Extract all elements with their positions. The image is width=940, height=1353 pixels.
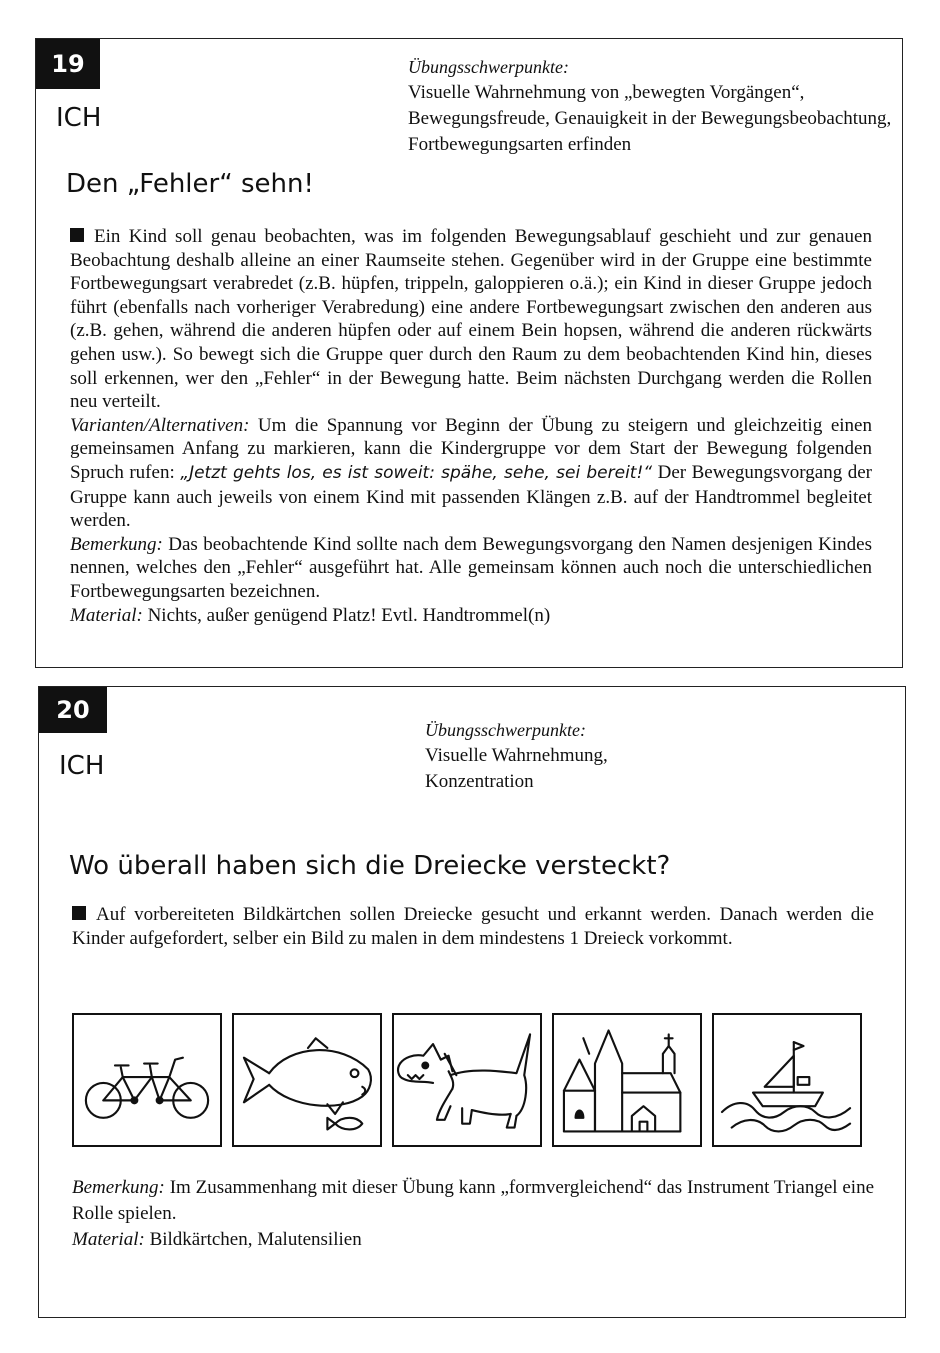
sailboat-icon (714, 1015, 860, 1145)
fish-picture (232, 1013, 382, 1147)
exercise-card-19 (35, 38, 903, 668)
church-icon (554, 1015, 700, 1145)
exercise-title: Den „Fehler“ sehn! (66, 169, 314, 199)
exercise-body (70, 225, 872, 627)
remark-label: Bemerkung: (70, 533, 163, 555)
exercise-title: Wo überall haben sich die Dreiecke versteckt? (69, 851, 671, 881)
focus-label: Übungsschwerpunkte: (425, 720, 586, 740)
variants-text: Um die Spannung vor Beginn der Übung zu steigern und gleichzeitig einen gemeinsamen Anfang zu markieren, kann die Kindergruppe vor dem Start der Bewegung folgenden Spruch rufen: (70, 414, 872, 483)
material-text: Bildkärtchen, Malutensilien (144, 1229, 362, 1250)
fish-icon (234, 1015, 380, 1145)
material-label: Material: (70, 604, 143, 626)
material-text: Nichts, außer genügend Platz! Evtl. Handtrommel(n) (142, 604, 551, 626)
tandem-bicycle-picture (72, 1013, 222, 1147)
remark-label: Bemerkung: (72, 1177, 165, 1198)
tandem-bicycle-icon (74, 1015, 220, 1145)
bullet-square-icon (70, 228, 84, 242)
category-label: ICH (56, 103, 102, 133)
focus-line: Konzentration (425, 771, 534, 792)
dog-icon (394, 1015, 540, 1145)
variants-label: Varianten/Alternativen: (70, 414, 250, 436)
focus-label: Übungsschwerpunkte: (408, 57, 569, 77)
description-text: Auf vorbereiteten Bildkärtchen sollen Dreiecke gesucht und erkannt werden. Danach werden die Kinder aufgefordert, selber ein Bild zu malen in dem mindestens 1 Dreieck vorkommt. (72, 904, 874, 949)
description-text: Ein Kind soll genau beobachten, was im folgenden Bewegungsablauf geschieht und zur genauen Beobachtung deshalb alleine an einer Raumseite stehen. Gegenüber wird in der Gruppe eine bestimmte Fortbewegungsart verabredet (z.B. hüpfen, trippeln, galoppieren o.ä.); ein Kind in dieser Gruppe jedoch führt (ebenfalls nach vorheriger Verabredung) eine andere Fortbewegungsart zwischen den anderen aus (z.B. gehen, während die anderen hüpfen oder auf einem Bein hopsen, während die anderen rückwärts gehen usw.). So bewegt sich die Gruppe quer durch den Raum zu dem beobachtenden Kind hin, dieses soll erkennen, wer den „Fehler“ in der Bewegung hatte. Beim nächsten Durchgang werden die Rollen neu verteilt. (70, 226, 872, 413)
focus-text: Visuelle Wahrnehmung von „bewegten Vorgängen“, Bewegungsfreude, Genauigkeit in der Bewegungsbeobachtung, Fortbewegungsarten erfinden (408, 82, 892, 155)
bullet-square-icon (72, 906, 86, 920)
focus-block (425, 717, 895, 795)
exercise-card-20 (38, 686, 906, 1318)
church-picture (552, 1013, 702, 1147)
category-label: ICH (59, 751, 105, 781)
remark-text: Im Zusammenhang mit dieser Übung kann „formvergleichend“ das Instrument Triangel eine Rolle spielen. (72, 1177, 874, 1224)
exercise-number: 20 (39, 687, 107, 733)
sailboat-picture (712, 1013, 862, 1147)
material-label: Material: (72, 1229, 145, 1250)
dog-picture (392, 1013, 542, 1147)
variants-text-2: Der Bewegungsvorgang der Gruppe kann auch jeweils von einem Kind mit passenden Klängen z.B. auf der Handtrommel begleitet werden. (70, 461, 872, 532)
exercise-number: 19 (36, 39, 100, 89)
picture-cards (72, 1013, 892, 1149)
variants-quote: „Jetzt gehts los, es ist soweit: spähe, sehe, sei bereit!“ (180, 462, 653, 483)
exercise-body (72, 903, 874, 950)
focus-block (408, 54, 898, 158)
focus-line: Visuelle Wahrnehmung, (425, 745, 608, 766)
exercise-notes (72, 1175, 874, 1253)
remark-text: Das beobachtende Kind sollte nach dem Bewegungsvorgang den Namen desjenigen Kindes nennen, welches den „Fehler“ ausgeführt hat. Alle gemeinsam können auch noch die unterschiedlichen Fortbewegungsarten bezeichnen. (70, 533, 872, 602)
